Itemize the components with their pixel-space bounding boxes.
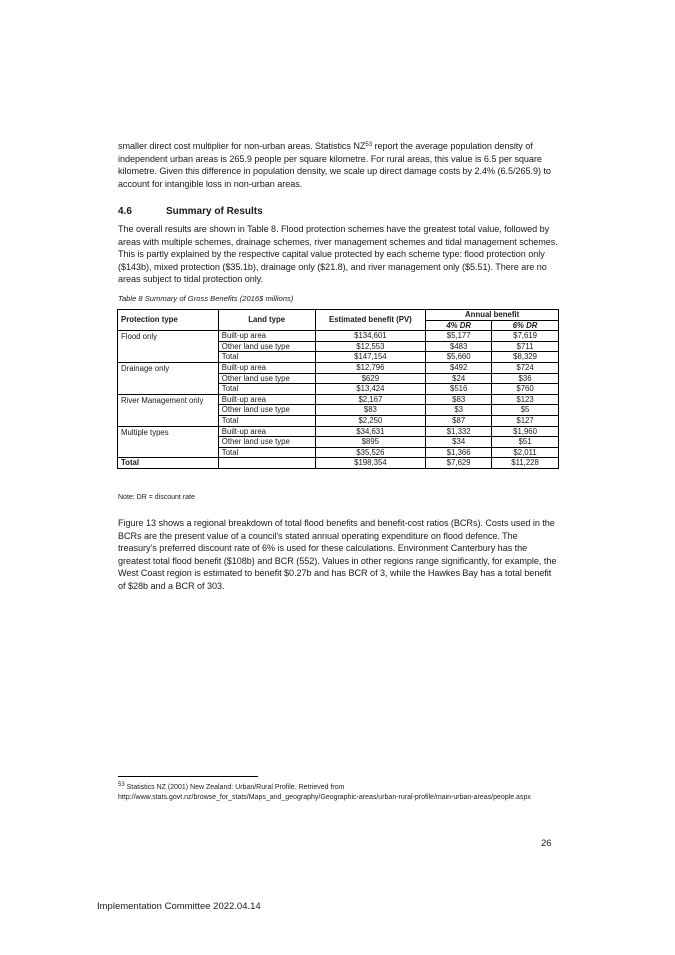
benefit-4pct-cell: $87 [426,415,492,426]
intro-paragraph-block [118,140,558,190]
protection-type-cell: Drainage only [118,362,219,394]
benefit-4pct-cell: $34 [426,437,492,448]
header-annual-benefit: Annual benefit [426,310,559,321]
benefit-4pct-cell: $1,366 [426,447,492,458]
summary-paragraph-block [118,223,558,286]
benefit-6pct-cell: $2,011 [492,447,559,458]
figure-paragraph: Figure 13 shows a regional breakdown of total flood benefits and benefit-cost ratios (BCRs). Costs used in the BCRs are the present value of a council’s stated annual operating expenditure on flood defence. The treasury’s preferred discount rate of 6% is used for these calculations. Environment Canterbury has the greatest total flood benefit ($108b) and BCR (552). Values in other regions range significantly, for example, the West Coast region is estimated to benefit $0.27b and has BCR of 3, while the Hawkes Bay has a total benefit of $28b and a BCR of 303. [118,518,557,591]
estimated-benefit-cell: $12,553 [315,341,426,352]
land-type-cell: Built-up area [218,331,315,342]
total-dr6: $11,228 [492,458,559,469]
estimated-benefit-cell: $13,424 [315,384,426,395]
header-6pct-dr: 6% DR [492,320,559,331]
footnote-text: Statistics NZ (2001) New Zealand: Urban/Rural Profile. Retrieved from [124,784,345,791]
benefit-6pct-cell: $760 [492,384,559,395]
benefit-6pct-cell: $123 [492,394,559,405]
benefit-6pct-cell: $8,329 [492,352,559,363]
table-note: Note: DR = discount rate [118,494,195,501]
protection-type-cell: Multiple types [118,426,219,458]
section-number: 4.6 [118,206,132,217]
benefit-6pct-cell: $127 [492,415,559,426]
benefit-4pct-cell: $516 [426,384,492,395]
benefit-6pct-cell: $724 [492,362,559,373]
land-type-cell: Total [218,352,315,363]
land-type-cell: Other land use type [218,341,315,352]
benefit-6pct-cell: $7,619 [492,331,559,342]
footnote-number: 53 [118,782,125,788]
footnote-divider [118,776,258,777]
land-type-cell: Built-up area [218,362,315,373]
footnote-link[interactable]: http://www.stats.govt.nz/browse_for_stats/Maps_and_geography/Geographic-areas/urban-rural-profile/main-urban-areas/people.aspx [118,794,531,802]
table-caption: Table 8 Summary of Gross Benefits (2016$ millions) [118,294,294,303]
benefit-4pct-cell: $83 [426,394,492,405]
table-row [118,331,559,342]
section-title: Summary of Results [166,206,263,217]
land-type-cell: Built-up area [218,394,315,405]
intro-paragraph [118,140,558,190]
estimated-benefit-cell: $895 [315,437,426,448]
estimated-benefit-cell: $147,154 [315,352,426,363]
summary-paragraph: The overall results are shown in Table 8. Flood protection schemes have the greatest total value, followed by areas with multiple schemes, drainage schemes, river management schemes and tidal management schemes. This is partly explained by the respective capital value protected by each scheme type: flood protection only ($143b), mixed protection ($35.1b), drainage only ($21.8), and river management only ($5.51). There are no areas subject to tidal protection only. [118,224,558,285]
benefit-6pct-cell: $51 [492,437,559,448]
estimated-benefit-cell: $34,631 [315,426,426,437]
table-row [118,426,559,437]
estimated-benefit-cell: $83 [315,405,426,416]
benefit-4pct-cell: $24 [426,373,492,384]
total-label: Total [118,458,219,469]
benefit-4pct-cell: $3 [426,405,492,416]
benefit-6pct-cell: $36 [492,373,559,384]
benefit-4pct-cell: $5,177 [426,331,492,342]
total-pv: $198,354 [315,458,426,469]
benefit-4pct-cell: $5,660 [426,352,492,363]
land-type-cell: Total [218,384,315,395]
footnote [118,783,578,804]
land-type-cell: Other land use type [218,405,315,416]
figure-paragraph-block [118,517,558,593]
footnote-ref[interactable]: 53 [365,142,372,148]
estimated-benefit-cell: $134,601 [315,331,426,342]
protection-type-cell: River Management only [118,394,219,426]
benefit-6pct-cell: $5 [492,405,559,416]
total-dr4: $7,629 [426,458,492,469]
header-4pct-dr: 4% DR [426,320,492,331]
land-type-cell: Other land use type [218,373,315,384]
table-body [118,331,559,458]
header-estimated-benefit: Estimated benefit (PV) [315,310,426,331]
benefit-4pct-cell: $1,332 [426,426,492,437]
table-total-row [118,458,559,469]
benefit-4pct-cell: $492 [426,362,492,373]
benefit-6pct-cell: $711 [492,341,559,352]
estimated-benefit-cell: $629 [315,373,426,384]
benefit-6pct-cell: $1,960 [492,426,559,437]
land-type-cell: Other land use type [218,437,315,448]
table-row [118,362,559,373]
intro-text-end: report the average population density of independent urban areas is 265.9 people per square kilometre. For rural areas, this value is 6.5 per square kilometre. Given this difference in population density, we scale up direct damage costs by 2.4% (6.5/265.9) to account for intangible loss in non-urban areas. [118,141,551,189]
estimated-benefit-cell: $35,526 [315,447,426,458]
land-type-cell: Built-up area [218,426,315,437]
header-protection-type: Protection type [118,310,219,331]
land-type-cell: Total [218,415,315,426]
protection-type-cell: Flood only [118,331,219,363]
page-footer: Implementation Committee 2022.04.14 [97,901,261,912]
table-row [118,394,559,405]
estimated-benefit-cell: $12,796 [315,362,426,373]
intro-text-start: smaller direct cost multiplier for non-urban areas. Statistics NZ [118,141,366,151]
estimated-benefit-cell: $2,250 [315,415,426,426]
header-land-type: Land type [218,310,315,331]
benefit-4pct-cell: $483 [426,341,492,352]
page-number: 26 [541,838,552,849]
total-land-cell [218,458,315,469]
gross-benefits-table [117,309,559,469]
land-type-cell: Total [218,447,315,458]
estimated-benefit-cell: $2,167 [315,394,426,405]
table-header [118,310,559,331]
section-heading [118,206,263,217]
